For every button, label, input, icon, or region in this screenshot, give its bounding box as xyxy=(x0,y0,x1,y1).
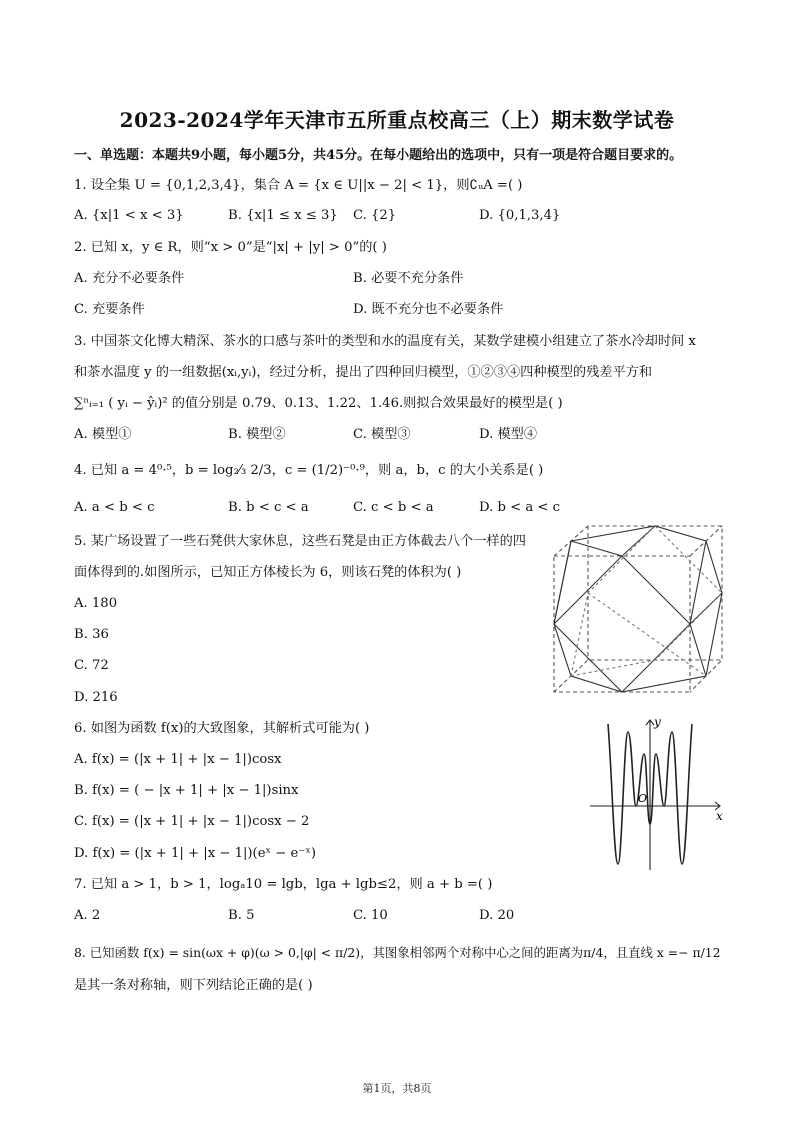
q1-option-c[interactable]: C. {2} xyxy=(353,208,397,223)
section-heading: 一、单选题：本题共9小题，每小题5分，共45分。在每小题给出的选项中，只有一项是符合题目要求的。 xyxy=(74,148,683,163)
q2-option-b[interactable]: B. 必要不充分条件 xyxy=(353,271,464,286)
q3-option-d[interactable]: D. 模型④ xyxy=(479,427,538,442)
q6-option-a[interactable]: A. f(x) = (|x + 1| + |x − 1|)cosx xyxy=(74,752,282,767)
q2-option-c[interactable]: C. 充要条件 xyxy=(74,302,145,317)
question-7-stem: 7. 已知 a > 1，b > 1，logₐ10 = lgb，lga + lgb≤2，则 a + b =( ) xyxy=(74,877,493,892)
q1-option-d[interactable]: D. {0,1,3,4} xyxy=(479,208,561,223)
question-3-line-3: ∑ⁿᵢ₌₁ ( yᵢ − ŷᵢ)² 的值分别是 0.79、0.13、1.22、1.46.则拟合效果最好的模型是( ) xyxy=(74,396,563,411)
page-title: 2023-2024学年天津市五所重点校高三（上）期末数学试卷 xyxy=(119,108,675,132)
q6-option-b[interactable]: B. f(x) = ( − |x + 1| + |x − 1|)sinx xyxy=(74,783,299,798)
q7-option-c[interactable]: C. 10 xyxy=(353,908,388,923)
q7-option-d[interactable]: D. 20 xyxy=(479,908,515,923)
question-5-line-2: 面体得到的.如图所示，已知正方体棱长为 6，则该石凳的体积为( ) xyxy=(74,565,462,580)
q4-option-c[interactable]: C. c < b < a xyxy=(353,500,434,515)
cuboctahedron-figure xyxy=(548,520,726,698)
q3-option-a[interactable]: A. 模型① xyxy=(74,427,132,442)
q2-option-d[interactable]: D. 既不充分也不必要条件 xyxy=(353,302,504,317)
q5-option-d[interactable]: D. 216 xyxy=(74,690,118,705)
function-graph-figure xyxy=(588,714,728,874)
q4-option-d[interactable]: D. b < a < c xyxy=(479,500,561,515)
graph-y-label: y xyxy=(654,715,661,729)
question-8-line-2: 是其一条对称轴，则下列结论正确的是( ) xyxy=(74,978,313,993)
question-1-stem: 1. 设全集 U = {0,1,2,3,4}，集合 A = {x ∈ U||x − 2| < 1}，则∁ᵤA =( ) xyxy=(74,178,523,193)
question-3-line-1: 3. 中国茶文化博大精深、茶水的口感与茶叶的类型和水的温度有关，某数学建模小组建立了茶水冷却时间 x xyxy=(74,334,696,349)
q5-option-b[interactable]: B. 36 xyxy=(74,627,109,642)
graph-x-label: x xyxy=(716,809,723,823)
question-8-line-1: 8. 已知函数 f(x) = sin(ωx + φ)(ω > 0,|φ| < π/2)，其图象相邻两个对称中心之间的距离为π/4，且直线 x =− π/12 xyxy=(74,945,721,960)
q4-option-b[interactable]: B. b < c < a xyxy=(228,500,309,515)
question-2-stem: 2. 已知 x，y ∈ R，则“x > 0”是“|x| + |y| > 0”的( ) xyxy=(74,240,387,255)
graph-origin-label: O xyxy=(638,792,648,805)
q4-option-a[interactable]: A. a < b < c xyxy=(74,500,155,515)
q3-option-b[interactable]: B. 模型② xyxy=(228,427,286,442)
q7-option-b[interactable]: B. 5 xyxy=(228,908,255,923)
question-4-stem: 4. 已知 a = 4⁰·⁵，b = log₂⁄₃ 2/3，c = (1/2)⁻⁰·⁹，则 a，b，c 的大小关系是( ) xyxy=(74,463,544,478)
q2-option-a[interactable]: A. 充分不必要条件 xyxy=(74,271,185,286)
q7-option-a[interactable]: A. 2 xyxy=(74,908,101,923)
page-footer: 第1页，共8页 xyxy=(362,1082,432,1095)
question-5-line-1: 5. 某广场设置了一些石凳供大家休息，这些石凳是由正方体截去八个一样的四 xyxy=(74,534,526,549)
q1-option-a[interactable]: A. {x|1 < x < 3} xyxy=(74,208,184,223)
q6-option-d[interactable]: D. f(x) = (|x + 1| + |x − 1|)(eˣ − e⁻ˣ) xyxy=(74,846,317,861)
question-6-stem: 6. 如图为函数 f(x)的大致图象，其解析式可能为( ) xyxy=(74,721,370,736)
q6-option-c[interactable]: C. f(x) = (|x + 1| + |x − 1|)cosx − 2 xyxy=(74,814,310,829)
q3-option-c[interactable]: C. 模型③ xyxy=(353,427,411,442)
q1-option-b[interactable]: B. {x|1 ≤ x ≤ 3} xyxy=(228,208,338,223)
question-3-line-2: 和茶水温度 y 的一组数据(xᵢ,yᵢ)，经过分析，提出了四种回归模型，①②③④四种模型的残差平方和 xyxy=(74,365,653,380)
q5-option-a[interactable]: A. 180 xyxy=(74,596,118,611)
q5-option-c[interactable]: C. 72 xyxy=(74,658,109,673)
